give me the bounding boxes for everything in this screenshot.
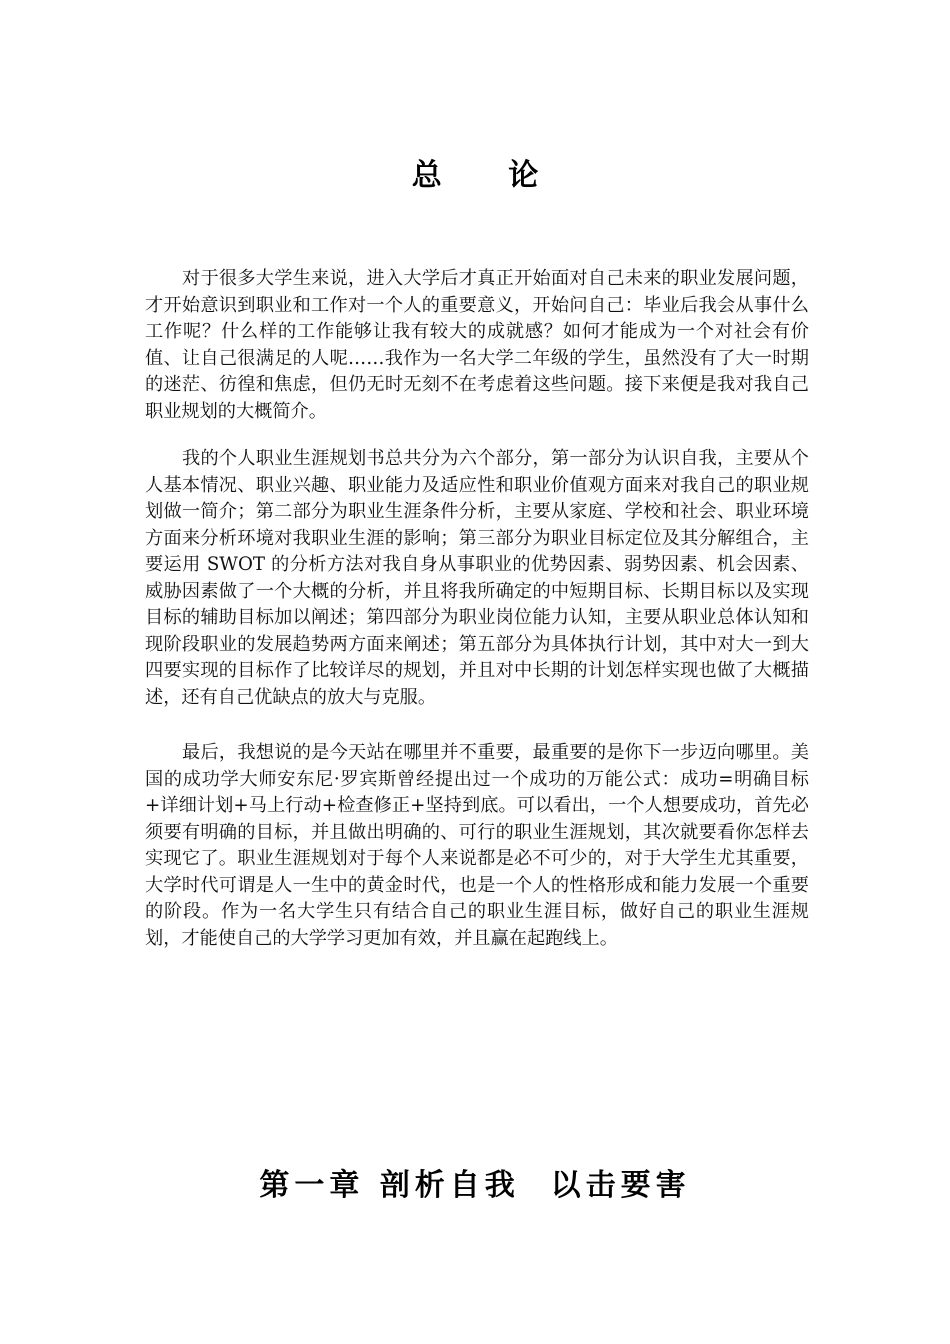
paragraph-intro: 对于很多大学生来说，进入大学后才真正开始面对自己未来的职业发展问题，才开始意识到职业和工作对一个人的重要意义，开始问自己：毕业后我会从事什么工作呢？什么样的工作能够让我有较大的成就感？如何才能成为一个对社会有价值、让自己很满足的人呢……我作为一名大学二年级的学生，虽然没有了大一时期的迷茫、彷徨和焦虑，但仍无时无刻不在考虑着这些问题。接下来便是我对我自己职业规划的大概简介。 [145,268,809,422]
chapter-heading: 第一章 剖析自我 以击要害 [259,1168,691,1203]
paragraph-conclusion: 最后，我想说的是今天站在哪里并不重要，最重要的是你下一步迈向哪里。美国的成功学大师安东尼·罗宾斯曾经提出过一个成功的万能公式：成功=明确目标+详细计划+马上行动+检查修正+坚持到底。可以看出，一个人想要成功，首先必须要有明确的目标，并且做出明确的、可行的职业生涯规划，其次就要看你怎样去实现它了。职业生涯规划对于每个人来说都是必不可少的，对于大学生尤其重要，大学时代可谓是人一生中的黄金时代，也是一个人的性格形成和能力发展一个重要的阶段。作为一名大学生只有结合自己的职业生涯目标，做好自己的职业生涯规划，才能使自己的大学学习更加有效，并且赢在起跑线上。 [145,742,809,949]
paragraph-structure: 我的个人职业生涯规划书总共分为六个部分，第一部分为认识自我，主要从个人基本情况、职业兴趣、职业能力及适应性和职业价值观方面来对我自己的职业规划做一简介；第二部分为职业生涯条件分析，主要从家庭、学校和社会、职业环境方面来分析环境对我职业生涯的影响；第三部分为职业目标定位及其分解组合，主要运用 SWOT 的分析方法对我自身从事职业的优势因素、弱势因素、机会因素、威胁因素做了一个大概的分析，并且将我所确定的中短期目标、长期目标以及实现目标的辅助目标加以阐述；第四部分为职业岗位能力认知，主要从职业总体认知和现阶段职业的发展趋势两方面来阐述；第五部分为具体执行计划，其中对大一到大四要实现的目标作了比较详尽的规划，并且对中长期的计划怎样实现也做了大概描述，还有自己优缺点的放大与克服。 [145,448,809,708]
page-title: 总 论 [411,158,567,193]
